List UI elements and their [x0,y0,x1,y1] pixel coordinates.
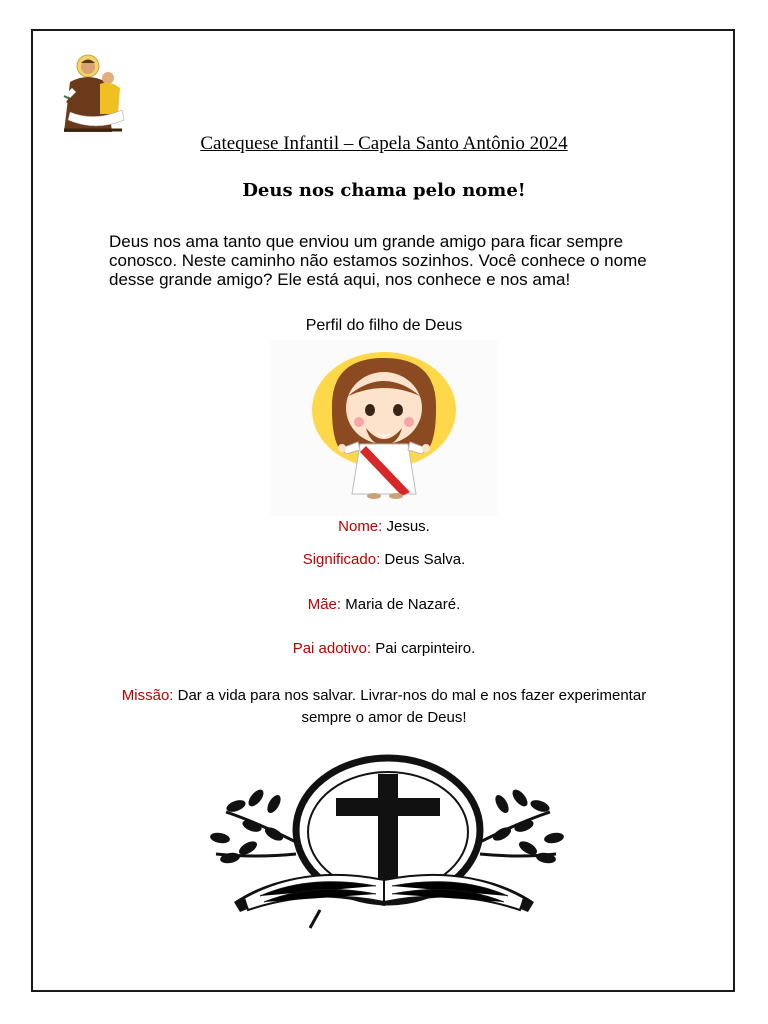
pai-value: Pai carpinteiro. [371,640,476,657]
cross-bible-emblem-icon [200,752,568,932]
document-header: Catequese Infantil – Capela Santo Antônio 2024 [200,133,568,154]
mae-label: Mãe: [307,596,342,613]
mae-value: Maria de Nazaré. [341,596,461,613]
missao-field [120,685,648,729]
missao-value: Dar a vida para nos salvar. Livrar-nos do mal e nos fazer experimentar sempre o amor de Deus! [173,687,647,726]
significado-label: Significado: [302,551,381,568]
nome-label: Nome: [338,518,383,535]
missao-label: Missão: [121,687,174,704]
page-title: Deus nos chama pelo nome! [242,180,526,201]
saint-anthony-icon [52,52,134,138]
profile-heading: Perfil do filho de Deus [305,317,463,334]
nome-value: Jesus. [382,518,430,535]
nome-field [0,518,768,535]
jesus-cartoon-icon [270,340,498,516]
significado-value: Deus Salva. [380,551,466,568]
mae-field [0,596,768,613]
pai-field [0,640,768,657]
significado-field [0,551,768,568]
pai-label: Pai adotivo: [292,640,372,657]
intro-paragraph: Deus nos ama tanto que enviou um grande amigo para ficar sempre conosco. Neste caminho não estamos sozinhos. Você conhece o nome desse grande amigo? Ele está aqui, nos conhece e nos ama! [109,232,647,289]
